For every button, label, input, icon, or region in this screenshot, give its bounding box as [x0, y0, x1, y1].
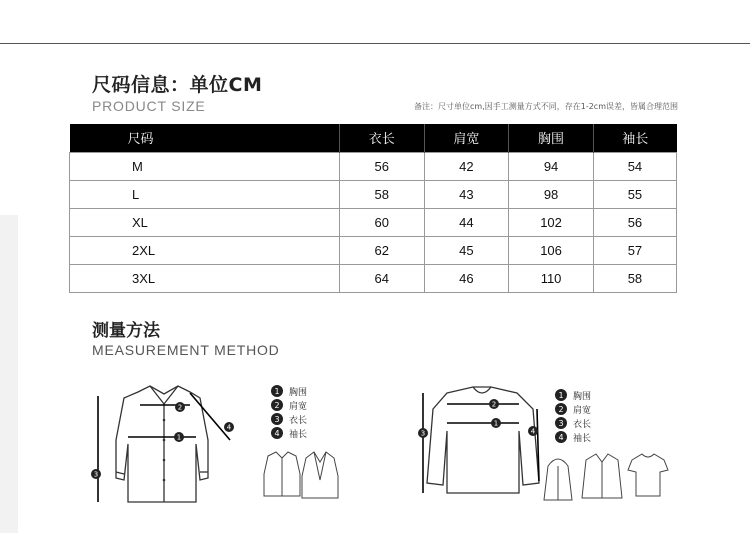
svg-text:3: 3	[420, 429, 426, 438]
header-size: 尺码	[70, 124, 340, 152]
sweater-diagram-icon	[415, 385, 550, 505]
cell-shoulder: 43	[424, 180, 509, 208]
jacket-thumbnails-icon	[260, 450, 340, 502]
cell-size: M	[70, 152, 340, 180]
cell-chest: 110	[509, 264, 594, 292]
size-info-title: 尺码信息：单位CM	[92, 74, 263, 96]
cell-sleeve: 54	[593, 152, 676, 180]
cell-length: 60	[339, 208, 424, 236]
header-sleeve: 袖长	[593, 124, 676, 152]
cell-sleeve: 57	[593, 236, 676, 264]
cell-chest: 94	[509, 152, 594, 180]
svg-text:2: 2	[491, 400, 497, 409]
svg-text:4: 4	[530, 427, 536, 436]
svg-text:3: 3	[93, 470, 99, 479]
cell-size: 3XL	[70, 264, 340, 292]
cell-chest: 102	[509, 208, 594, 236]
cell-length: 62	[339, 236, 424, 264]
cell-sleeve: 58	[593, 264, 676, 292]
cell-shoulder: 46	[424, 264, 509, 292]
measurement-subtitle: MEASUREMENT METHOD	[92, 342, 280, 358]
cell-shoulder: 45	[424, 236, 509, 264]
header-length: 衣长	[339, 124, 424, 152]
cell-chest: 106	[509, 236, 594, 264]
cell-size: 2XL	[70, 236, 340, 264]
table-row	[70, 236, 677, 264]
legend-item: 1 胸围	[555, 388, 591, 402]
cell-sleeve: 55	[593, 180, 676, 208]
table-row	[70, 264, 677, 292]
size-table	[69, 124, 677, 293]
table-row	[70, 180, 677, 208]
legend-item: 2 肩宽	[555, 402, 591, 416]
legend-item: 3 衣长	[271, 412, 307, 426]
top-divider	[0, 43, 750, 44]
legend-item: 4 袖长	[555, 430, 591, 444]
table-row	[70, 208, 677, 236]
shirt-diagram-icon	[88, 380, 258, 510]
svg-text:4: 4	[226, 423, 232, 432]
size-note: 备注：尺寸单位cm,因手工测量方式不同，存在1-2cm误差，皆属合理范围	[414, 102, 678, 111]
legend-item: 3 衣长	[555, 416, 591, 430]
legend-item: 1 胸围	[271, 384, 307, 398]
cell-shoulder: 42	[424, 152, 509, 180]
left-edge-strip	[0, 215, 18, 533]
shirt-legend	[271, 384, 307, 440]
cell-chest: 98	[509, 180, 594, 208]
header-shoulder: 肩宽	[424, 124, 509, 152]
legend-item: 2 肩宽	[271, 398, 307, 412]
svg-text:1: 1	[493, 419, 499, 428]
top-thumbnails-icon	[540, 452, 670, 502]
cell-size: XL	[70, 208, 340, 236]
cell-size: L	[70, 180, 340, 208]
size-info-subtitle: PRODUCT SIZE	[92, 98, 206, 114]
svg-text:1: 1	[176, 433, 182, 442]
cell-length: 58	[339, 180, 424, 208]
size-table-header	[70, 124, 677, 152]
cell-shoulder: 44	[424, 208, 509, 236]
measurement-title: 测量方法	[92, 321, 160, 341]
cell-sleeve: 56	[593, 208, 676, 236]
legend-item: 4 袖长	[271, 426, 307, 440]
cell-length: 56	[339, 152, 424, 180]
header-chest: 胸围	[509, 124, 594, 152]
svg-text:2: 2	[177, 403, 183, 412]
table-row	[70, 152, 677, 180]
cell-length: 64	[339, 264, 424, 292]
sweater-legend	[555, 388, 591, 444]
